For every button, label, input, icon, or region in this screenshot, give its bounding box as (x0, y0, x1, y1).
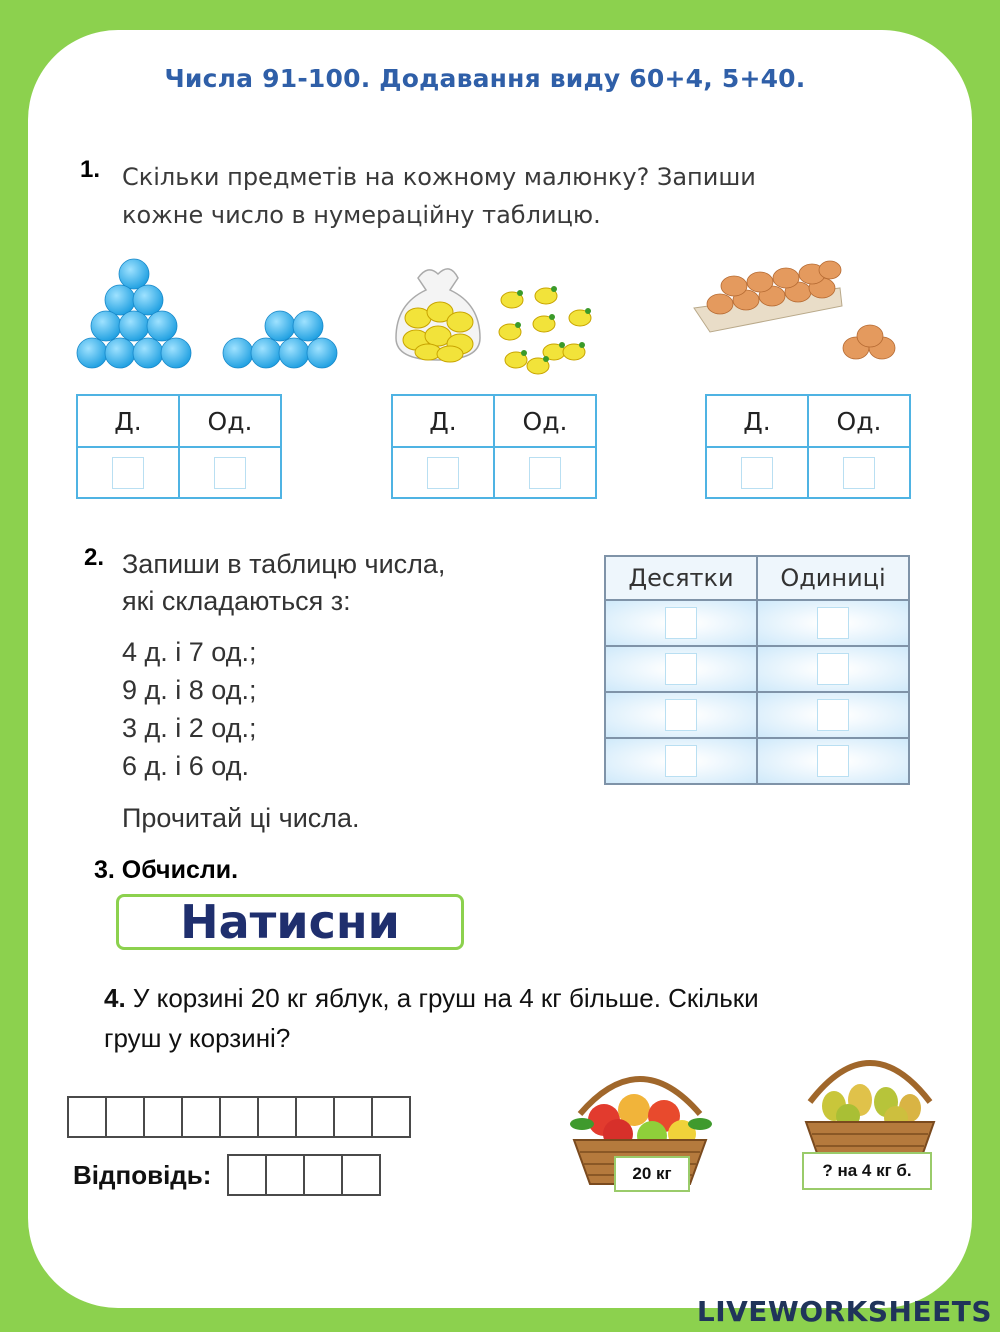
answer-grid[interactable] (227, 1154, 379, 1196)
tens-units-table (604, 555, 910, 785)
lemons-picture (388, 256, 616, 381)
answer-label: Відповідь: (73, 1160, 212, 1190)
units-input[interactable] (843, 457, 875, 489)
units-input[interactable] (817, 607, 849, 639)
numeration-table-eggs (705, 394, 911, 499)
task2-number: 2. (84, 544, 105, 571)
units-input[interactable] (529, 457, 561, 489)
units-input[interactable] (817, 699, 849, 731)
task4-text-line1 (104, 978, 759, 1018)
tens-header: Д. (392, 395, 494, 447)
balls-picture (72, 252, 352, 377)
units-header: Од. (808, 395, 910, 447)
units-input[interactable] (817, 653, 849, 685)
tens-input[interactable] (665, 745, 697, 777)
tens-header: Д. (706, 395, 808, 447)
units-header: Од. (179, 395, 281, 447)
numeration-table-balls (76, 394, 282, 499)
task1-text-line1: Скільки предметів на кожному малюнку? Запиши (122, 163, 756, 191)
tens-input[interactable] (741, 457, 773, 489)
solution-grid[interactable] (67, 1096, 409, 1138)
press-button[interactable]: Натисни (116, 894, 464, 950)
task2-text-line1: Запиши в таблицю числа, (122, 549, 446, 579)
task4-number: 4. (104, 983, 126, 1013)
task2-text-line2: які складаються з: (122, 586, 351, 616)
tens-input[interactable] (665, 699, 697, 731)
pear-basket-picture (800, 1040, 940, 1160)
apples-weight-tag: 20 кг (614, 1156, 690, 1192)
tens-input[interactable] (427, 457, 459, 489)
task3-label: 3. Обчисли. (94, 856, 239, 884)
page-title: Числа 91-100. Додавання виду 60+4, 5+40. (164, 64, 806, 93)
units-input[interactable] (817, 745, 849, 777)
tens-input[interactable] (112, 457, 144, 489)
task4-text-line2: груш у корзині? (104, 1023, 291, 1053)
numeration-table-lemons (391, 394, 597, 499)
pears-weight-tag: ? на 4 кг б. (802, 1152, 932, 1190)
task2-item: 3 д. і 2 од.; (122, 713, 257, 743)
units-input[interactable] (214, 457, 246, 489)
task2-item: 6 д. і 6 од. (122, 751, 249, 781)
brand-logo: LIVEWORKSHEETS (696, 1295, 992, 1328)
task2-item: 9 д. і 8 од.; (122, 675, 257, 705)
units-column-header: Одиниці (757, 556, 909, 600)
task2-footer: Прочитай ці числа. (122, 803, 360, 833)
task4-text: У корзині 20 кг яблук, а груш на 4 кг більше. Скільки (125, 983, 759, 1013)
tens-input[interactable] (665, 607, 697, 639)
tens-header: Д. (77, 395, 179, 447)
tens-input[interactable] (665, 653, 697, 685)
tens-column-header: Десятки (605, 556, 757, 600)
task2-item: 4 д. і 7 од.; (122, 637, 257, 667)
units-header: Од. (494, 395, 596, 447)
eggs-picture (690, 256, 910, 368)
task1-text-line2: кожне число в нумераційну таблицю. (122, 201, 601, 229)
task1-number: 1. (80, 156, 101, 183)
